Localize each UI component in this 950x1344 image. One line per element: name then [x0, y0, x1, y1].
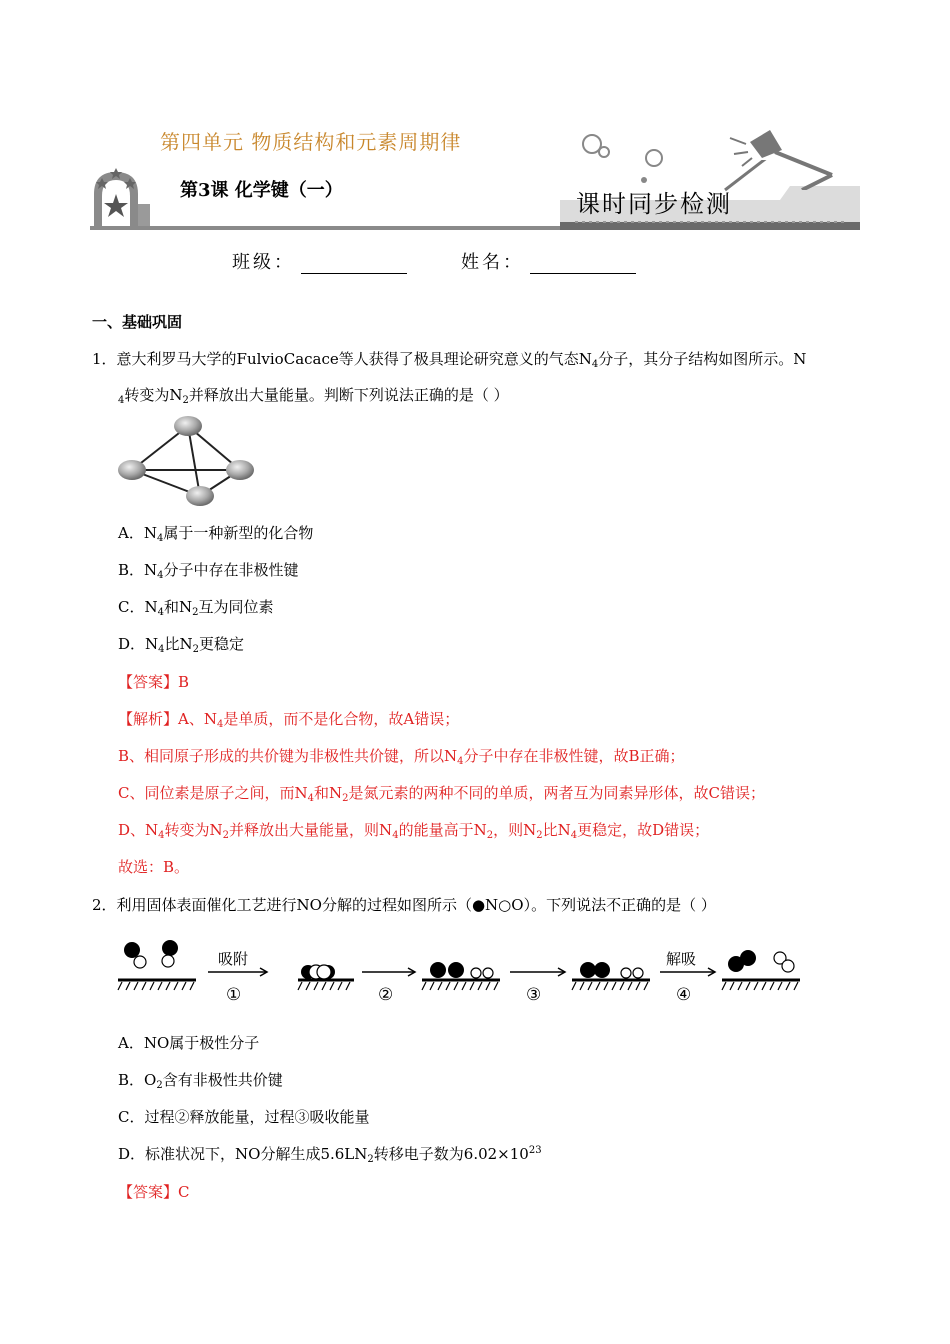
- q1-analysis-line2: B、相同原子形成的共价键为非极性共价键，所以$N_4$分子中存在非极性键，故B正确；: [118, 747, 685, 767]
- q1-analysis-line3: C、同位素是原子之间，而$N_4$和$N_2$是氮元素的两种不同的单质，两者互为同素异形体，故C错误；: [118, 784, 765, 804]
- class-label: 班级：: [232, 252, 295, 273]
- section-title: 一、基础巩固: [92, 313, 183, 331]
- lamp-decoration: [570, 120, 860, 190]
- q2-option-b[interactable]: B．$O_2$含有非极性共价键: [118, 1071, 283, 1091]
- q1-analysis-line5: 故选：B。: [118, 858, 190, 876]
- lesson-title: 第3课 化学键（一）: [180, 180, 343, 201]
- step1-num: ①: [226, 985, 242, 1005]
- step4-label: 解吸: [666, 950, 697, 968]
- banner-text: 课时同步检测: [576, 190, 732, 218]
- q1-answer: 【答案】B: [118, 673, 190, 691]
- star-badge-icon: [94, 168, 150, 226]
- step2-num: ②: [378, 985, 394, 1005]
- q2-option-c[interactable]: C．过程②释放能量，过程③吸收能量: [118, 1108, 370, 1126]
- q1-analysis-line4: D、$N_4$转变为$N_2$并释放出大量能量，则$N_4$的能量高于$N_2$，则$N_2$比$N_4$更稳定，故D错误；: [118, 821, 710, 841]
- q1-analysis-line1: 【解析】A、$N_4$是单质，而不是化合物，故A错误；: [118, 710, 460, 730]
- class-blank[interactable]: [301, 255, 407, 274]
- q1-option-d[interactable]: D．$N_4$比$N_2$更稳定: [118, 635, 245, 655]
- q1-option-b[interactable]: B．$N_4$分子中存在非极性键: [118, 561, 299, 581]
- q2-answer: 【答案】C: [118, 1183, 190, 1201]
- banner-dotted-strip: [575, 218, 845, 226]
- name-label: 姓名：: [461, 252, 524, 273]
- q1-option-c[interactable]: C．$N_4$和$N_2$互为同位素: [118, 598, 274, 618]
- unit-title: 第四单元 物质结构和元素周期律: [160, 130, 462, 154]
- no-decomposition-diagram: [110, 936, 810, 1008]
- q2-option-a[interactable]: A．NO属于极性分子: [118, 1034, 260, 1052]
- q2-option-d[interactable]: D．标准状况下，NO分解生成$5.6LN_2$转移电子数为$6.02\times 10^{23}$: [118, 1145, 542, 1165]
- step1-label: 吸附: [218, 950, 249, 968]
- q1-stem-line2: $_4$转变为$N_2$并释放出大量能量。判断下列说法正确的是（ ）: [118, 386, 509, 406]
- class-name-row: [232, 248, 636, 274]
- step3-num: ③: [526, 985, 542, 1005]
- n4-molecule-diagram: [112, 412, 262, 512]
- step4-num: ④: [676, 985, 692, 1005]
- name-blank[interactable]: [530, 255, 636, 274]
- q1-stem-line1: 1．意大利罗马大学的FulvioCacace等人获得了极具理论研究意义的气态$N_4$分子，其分子结构如图所示。N: [92, 350, 807, 370]
- q2-stem: 2．利用固体表面催化工艺进行NO分解的过程如图所示（●N○O）。下列说法不正确的是（ ）: [92, 896, 716, 914]
- q1-option-a[interactable]: A．$N_4$属于一种新型的化合物: [118, 524, 314, 544]
